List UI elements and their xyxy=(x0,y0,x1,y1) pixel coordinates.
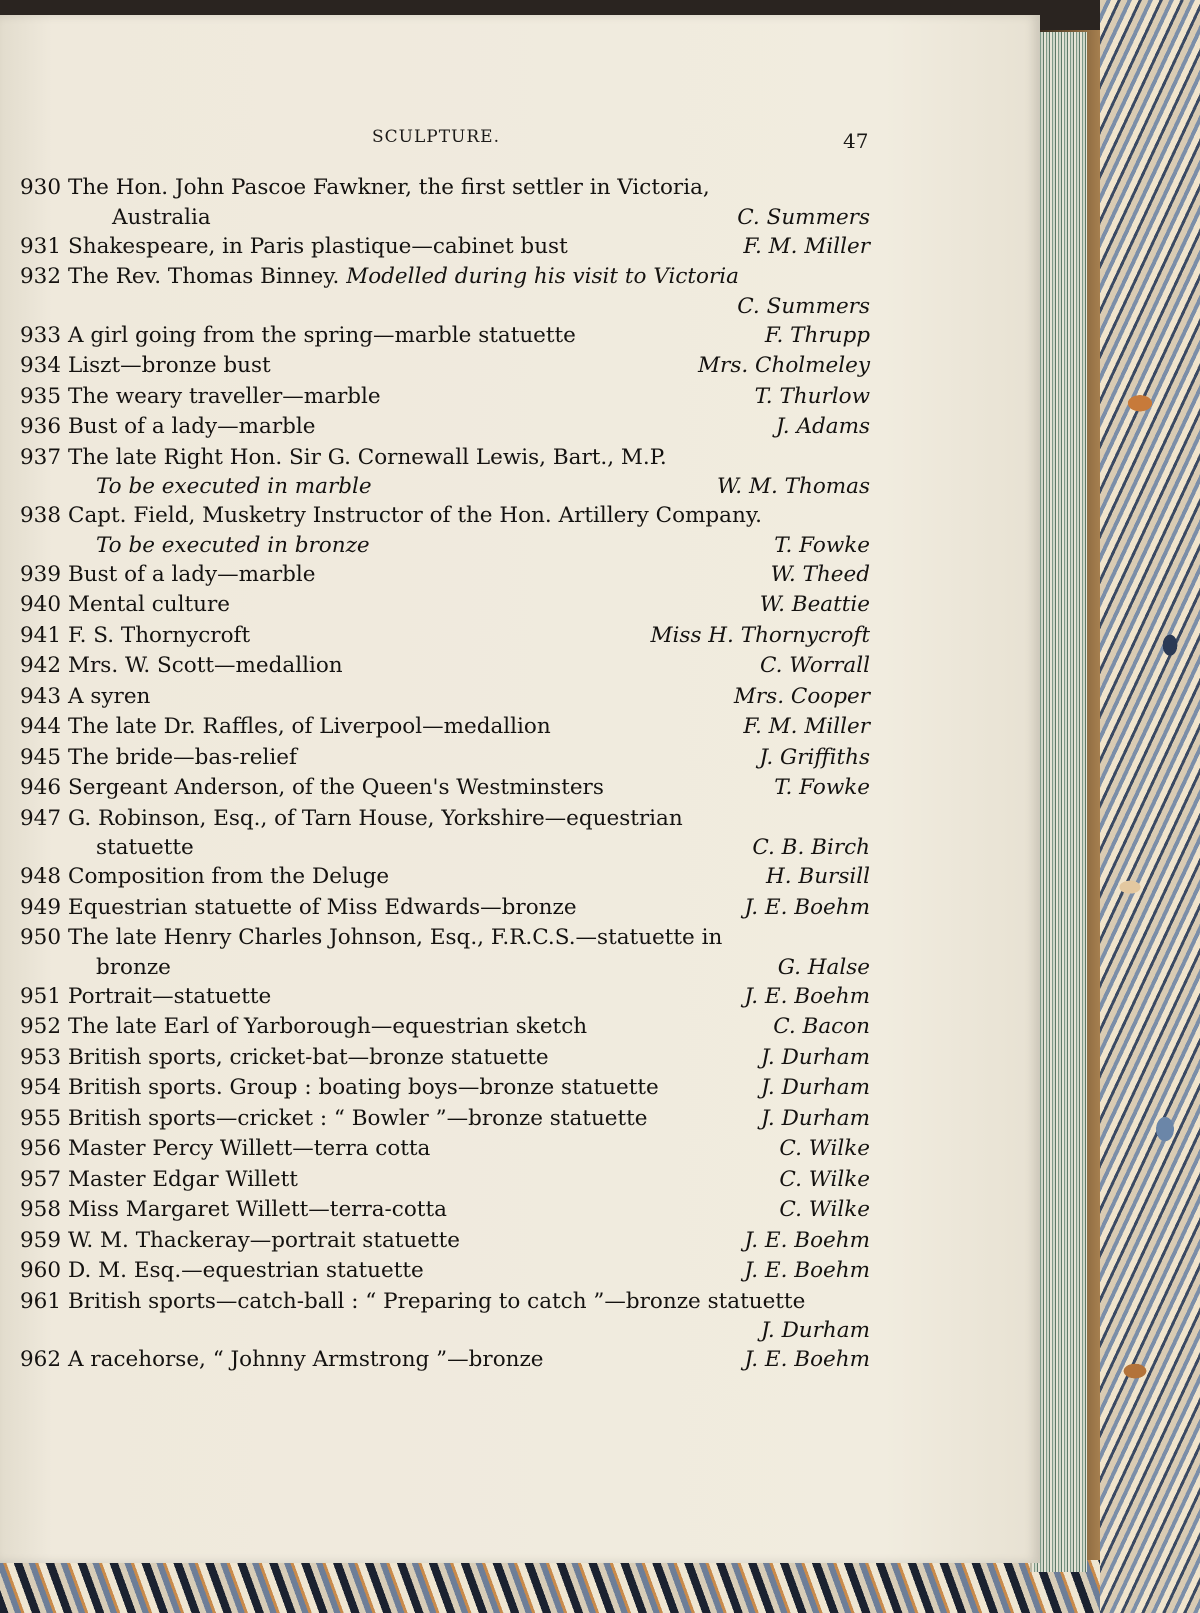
entry-artist: C. Wilke xyxy=(779,1136,870,1161)
entry-artist: W. Beattie xyxy=(759,592,870,617)
entry-title-continued: statuette xyxy=(96,835,194,860)
catalogue-entry xyxy=(20,893,870,924)
catalogue-entry xyxy=(20,232,870,263)
entry-continuation xyxy=(20,204,870,232)
book-page xyxy=(0,15,1040,1563)
entry-title: A syren xyxy=(68,683,151,709)
marbled-endpaper-bottom xyxy=(0,1560,1100,1613)
running-head: SCULPTURE. xyxy=(372,127,500,147)
catalogue-entry xyxy=(20,443,870,474)
page-header xyxy=(0,123,880,153)
catalogue-entry xyxy=(20,590,870,621)
entry-number: 949 xyxy=(20,894,62,920)
entry-artist: W. M. Thomas xyxy=(716,474,870,499)
entry-number: 961 xyxy=(20,1288,62,1314)
entry-artist: J. E. Boehm xyxy=(744,1227,870,1253)
entry-artist: J. E. Boehm xyxy=(744,894,870,920)
catalogue-entry xyxy=(20,862,870,893)
entry-artist: F. Thrupp xyxy=(764,322,870,348)
page-number: 47 xyxy=(843,129,869,153)
entry-number: 936 xyxy=(20,414,62,439)
entry-number: 930 xyxy=(20,175,62,200)
entry-title: The bride—bas-relief xyxy=(68,744,297,770)
entry-number: 942 xyxy=(20,653,62,678)
entry-title: The late Dr. Raffles, of Liverpool—medallion xyxy=(68,714,551,739)
entry-title: British sports—catch-ball : “ Preparing to catch ”—bronze statuette xyxy=(68,1288,806,1314)
entry-continuation xyxy=(20,293,870,321)
entry-artist: Miss H. Thornycroft xyxy=(650,622,870,648)
entry-artist: W. Theed xyxy=(770,561,870,587)
entry-artist: C. Wilke xyxy=(779,1197,870,1222)
entry-number: 954 xyxy=(20,1075,62,1100)
catalogue-entry xyxy=(20,321,870,352)
entry-continuation xyxy=(20,1317,870,1345)
entry-title: The weary traveller—marble xyxy=(68,383,381,409)
entry-number: 953 xyxy=(20,1044,62,1070)
catalogue-entry xyxy=(20,1195,870,1226)
entry-number: 937 xyxy=(20,444,62,470)
entry-number: 939 xyxy=(20,561,62,587)
entry-title: The late Henry Charles Johnson, Esq., F.R.C.S.—statuette in xyxy=(68,925,723,950)
entry-number: 932 xyxy=(20,264,62,289)
entry-continuation xyxy=(20,532,870,560)
entry-title: A racehorse, “ Johnny Armstrong ”—bronze xyxy=(68,1347,544,1372)
catalogue-list xyxy=(20,173,870,1376)
entry-artist: F. M. Miller xyxy=(743,233,870,259)
entry-artist: J. E. Boehm xyxy=(744,1347,870,1372)
entry-title: British sports—cricket : “ Bowler ”—bronze statuette xyxy=(68,1105,648,1131)
entry-title: Shakespeare, in Paris plastique—cabinet bust xyxy=(68,233,568,259)
entry-title: The late Right Hon. Sir G. Cornewall Lewis, Bart., M.P. xyxy=(68,444,667,470)
catalogue-entry xyxy=(20,743,870,774)
entry-number: 941 xyxy=(20,622,62,648)
entry-artist: J. Griffiths xyxy=(759,744,870,770)
catalogue-entry xyxy=(20,382,870,413)
entry-artist: H. Bursill xyxy=(765,864,870,889)
catalogue-entry xyxy=(20,1104,870,1135)
catalogue-entry xyxy=(20,682,870,713)
entry-number: 952 xyxy=(20,1014,62,1039)
entry-title: British sports. Group : boating boys—bronze statuette xyxy=(68,1075,659,1100)
catalogue-entry xyxy=(20,1165,870,1196)
entry-title: The Hon. John Pascoe Fawkner, the first settler in Victoria, xyxy=(68,175,710,200)
entry-title: F. S. Thornycroft xyxy=(68,622,251,648)
entry-title: Miss Margaret Willett—terra-cotta xyxy=(68,1197,447,1222)
catalogue-entry xyxy=(20,651,870,682)
entry-artist: T. Fowke xyxy=(774,775,870,800)
entry-title: Composition from the Deluge xyxy=(68,864,390,889)
entry-artist: J. Durham xyxy=(760,1318,870,1343)
entry-artist: T. Thurlow xyxy=(754,383,870,409)
entry-title: Master Percy Willett—terra cotta xyxy=(68,1136,431,1161)
entry-continuation xyxy=(20,834,870,862)
entry-title: Equestrian statuette of Miss Edwards—bronze xyxy=(68,894,577,920)
entry-number: 947 xyxy=(20,805,62,831)
entry-title-continued: Australia xyxy=(112,204,211,230)
entry-number: 962 xyxy=(20,1347,62,1372)
entry-title: D. M. Esq.—equestrian statuette xyxy=(68,1258,424,1283)
entry-number: 934 xyxy=(20,353,62,378)
catalogue-entry xyxy=(20,1226,870,1257)
catalogue-entry xyxy=(20,262,870,293)
entry-title: A girl going from the spring—marble statuette xyxy=(68,322,576,348)
catalogue-entry xyxy=(20,712,870,743)
entry-number: 943 xyxy=(20,683,62,709)
entry-artist: C. Wilke xyxy=(779,1166,870,1192)
catalogue-entry xyxy=(20,1345,870,1376)
catalogue-entry xyxy=(20,560,870,591)
entry-title xyxy=(68,262,739,293)
catalogue-entry xyxy=(20,501,870,532)
entry-title: British sports, cricket-bat—bronze statuette xyxy=(68,1044,549,1070)
entry-artist: J. Adams xyxy=(775,414,870,439)
entry-title: W. M. Thackeray—portrait statuette xyxy=(68,1227,461,1253)
entry-title: Capt. Field, Musketry Instructor of the Hon. Artillery Company. xyxy=(68,503,762,528)
entry-title: Master Edgar Willett xyxy=(68,1166,298,1192)
entry-artist: J. E. Boehm xyxy=(744,1258,870,1283)
entry-number: 933 xyxy=(20,322,62,348)
entry-title: Bust of a lady—marble xyxy=(68,414,316,439)
entry-number: 955 xyxy=(20,1105,62,1131)
entry-number: 958 xyxy=(20,1197,62,1222)
entry-artist: Mrs. Cooper xyxy=(733,683,870,709)
entry-number: 959 xyxy=(20,1227,62,1253)
catalogue-entry xyxy=(20,982,870,1013)
entry-artist: J. Durham xyxy=(760,1044,870,1070)
catalogue-entry xyxy=(20,1012,870,1043)
entry-title: G. Robinson, Esq., of Tarn House, Yorkshire—equestrian xyxy=(68,805,683,831)
catalogue-entry xyxy=(20,1073,870,1104)
entry-note-italic: To be executed in marble xyxy=(96,474,372,499)
catalogue-entry xyxy=(20,1256,870,1287)
entry-artist: J. Durham xyxy=(760,1105,870,1131)
entry-artist: C. Worrall xyxy=(759,653,870,678)
catalogue-entry xyxy=(20,1287,870,1318)
entry-title: Portrait—statuette xyxy=(68,983,272,1009)
entry-number: 948 xyxy=(20,864,62,889)
catalogue-entry xyxy=(20,1134,870,1165)
marbled-endpaper xyxy=(1100,0,1200,1613)
entry-artist: C. Summers xyxy=(737,293,870,319)
entry-title-roman: The Rev. Thomas Binney. xyxy=(68,264,340,289)
entry-artist: C. Bacon xyxy=(773,1014,870,1039)
entry-title: Mrs. W. Scott—medallion xyxy=(68,653,343,678)
entry-artist: G. Halse xyxy=(777,954,870,980)
entry-artist: Mrs. Cholmeley xyxy=(698,353,870,378)
entry-number: 935 xyxy=(20,383,62,409)
entry-number: 945 xyxy=(20,744,62,770)
entry-number: 946 xyxy=(20,775,62,800)
catalogue-entry xyxy=(20,1043,870,1074)
catalogue-entry xyxy=(20,621,870,652)
entry-note-italic: To be executed in bronze xyxy=(96,532,370,558)
catalogue-entry xyxy=(20,923,870,954)
entry-number: 957 xyxy=(20,1166,62,1192)
entry-number: 931 xyxy=(20,233,62,259)
entry-artist: J. E. Boehm xyxy=(744,983,870,1009)
entry-number: 951 xyxy=(20,983,62,1009)
entry-artist: J. Durham xyxy=(760,1075,870,1100)
entry-title: Liszt—bronze bust xyxy=(68,353,271,378)
entry-number: 950 xyxy=(20,925,62,950)
entry-title-italic: Modelled during his visit to Victoria xyxy=(346,264,739,289)
entry-title: Bust of a lady—marble xyxy=(68,561,316,587)
entry-number: 938 xyxy=(20,503,62,528)
entry-artist: T. Fowke xyxy=(774,532,870,558)
catalogue-entry xyxy=(20,351,870,382)
entry-title-continued: bronze xyxy=(96,954,171,980)
entry-title: The late Earl of Yarborough—equestrian sketch xyxy=(68,1014,588,1039)
entry-artist: C. Summers xyxy=(737,204,870,230)
entry-number: 944 xyxy=(20,714,62,739)
entry-artist: C. B. Birch xyxy=(752,835,870,860)
entry-continuation xyxy=(20,473,870,501)
entry-artist: F. M. Miller xyxy=(743,714,870,739)
entry-continuation xyxy=(20,954,870,982)
catalogue-entry xyxy=(20,804,870,835)
catalogue-entry xyxy=(20,773,870,804)
entry-title: Sergeant Anderson, of the Queen's Westminsters xyxy=(68,775,604,800)
entry-title: Mental culture xyxy=(68,592,231,617)
catalogue-entry xyxy=(20,173,870,204)
entry-number: 956 xyxy=(20,1136,62,1161)
catalogue-entry xyxy=(20,412,870,443)
entry-number: 960 xyxy=(20,1258,62,1283)
entry-number: 940 xyxy=(20,592,62,617)
